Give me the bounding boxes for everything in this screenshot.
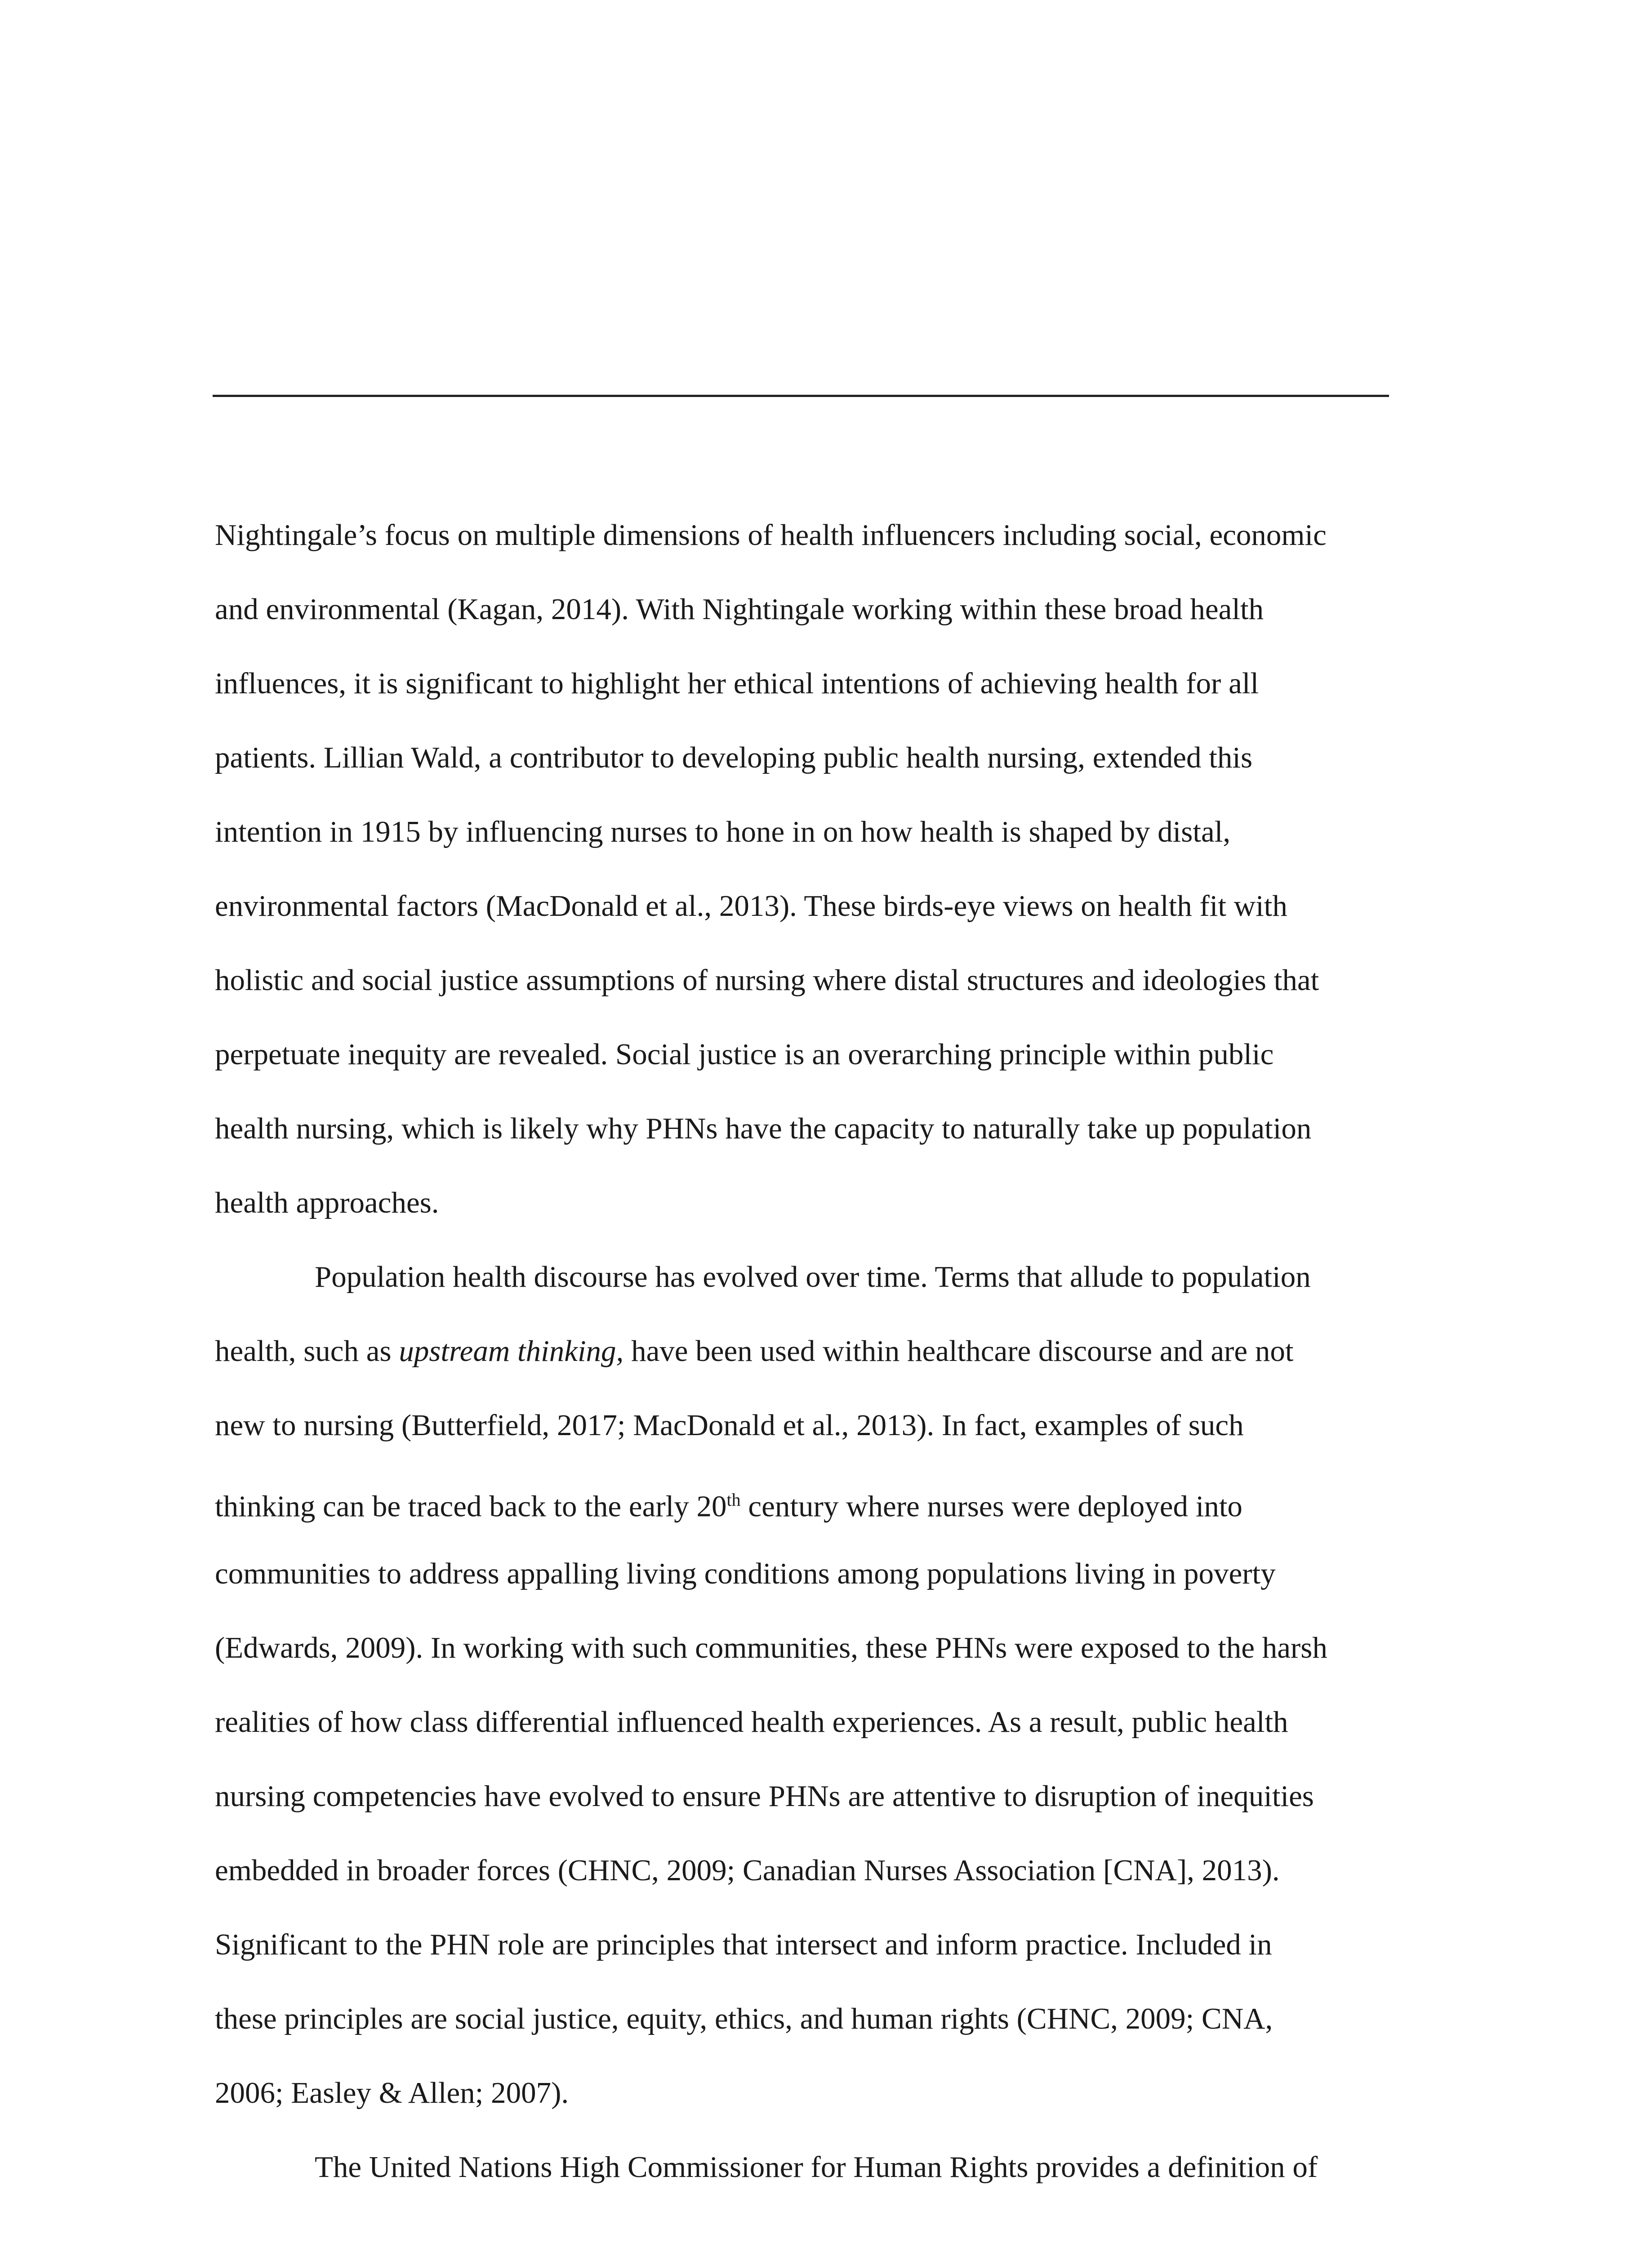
text-line: perpetuate inequity are revealed. Social justice is an overarching principle within public (215, 1038, 1274, 1071)
text-line: embedded in broader forces (CHNC, 2009; Canadian Nurses Association [CNA], 2013). (215, 1854, 1280, 1887)
text-line: these principles are social justice, equity, ethics, and human rights (CHNC, 2009; CNA, (215, 2002, 1273, 2035)
text-line: 2006; Easley & Allen; 2007). (215, 2076, 569, 2110)
text-segment: have been used within healthcare discourse and are not (623, 1334, 1294, 1368)
text-segment: health, such as (215, 1334, 399, 1368)
text-line: nursing competencies have evolved to ensure PHNs are attentive to disruption of inequities (215, 1780, 1314, 1813)
text-line: realities of how class differential influenced health experiences. As a result, public health (215, 1705, 1288, 1739)
text-line: and environmental (Kagan, 2014). With Nightingale working within these broad health (215, 593, 1264, 626)
text-line: holistic and social justice assumptions of nursing where distal structures and ideologies that (215, 963, 1319, 997)
paragraph-start-line: The United Nations High Commissioner for Human Rights provides a definition of (315, 2150, 1318, 2184)
paragraph-start-line: Population health discourse has evolved over time. Terms that allude to population (315, 1260, 1311, 1293)
text-line: health nursing, which is likely why PHNs have the capacity to naturally take up population (215, 1112, 1312, 1145)
text-line: communities to address appalling living conditions among populations living in poverty (215, 1557, 1276, 1590)
text-line: environmental factors (MacDonald et al., 2013). These birds-eye views on health fit with (215, 889, 1287, 923)
text-line: (Edwards, 2009). In working with such communities, these PHNs were exposed to the harsh (215, 1631, 1327, 1664)
text-line: intention in 1915 by influencing nurses to hone in on how health is shaped by distal, (215, 815, 1231, 848)
text-line (215, 1314, 1429, 1388)
text-line (215, 1463, 1429, 1537)
italic-term: upstream thinking, (399, 1334, 624, 1368)
body-text (215, 498, 1429, 2204)
ordinal-superscript: th (726, 1490, 741, 1510)
header-rule (213, 395, 1389, 397)
text-line: influences, it is significant to highlight her ethical intentions of achieving health for all (215, 667, 1259, 700)
text-line: Significant to the PHN role are principles that intersect and inform practice. Included in (215, 1928, 1272, 1961)
text-line: new to nursing (Butterfield, 2017; MacDonald et al., 2013). In fact, examples of such (215, 1409, 1244, 1442)
text-line: Nightingale’s focus on multiple dimensions of health influencers including social, economic (215, 518, 1327, 552)
text-line: patients. Lillian Wald, a contributor to developing public health nursing, extended this (215, 741, 1253, 774)
text-segment: century where nurses were deployed into (740, 1490, 1242, 1523)
text-segment: thinking can be traced back to the early 20 (215, 1490, 727, 1523)
text-line: health approaches. (215, 1186, 439, 1219)
